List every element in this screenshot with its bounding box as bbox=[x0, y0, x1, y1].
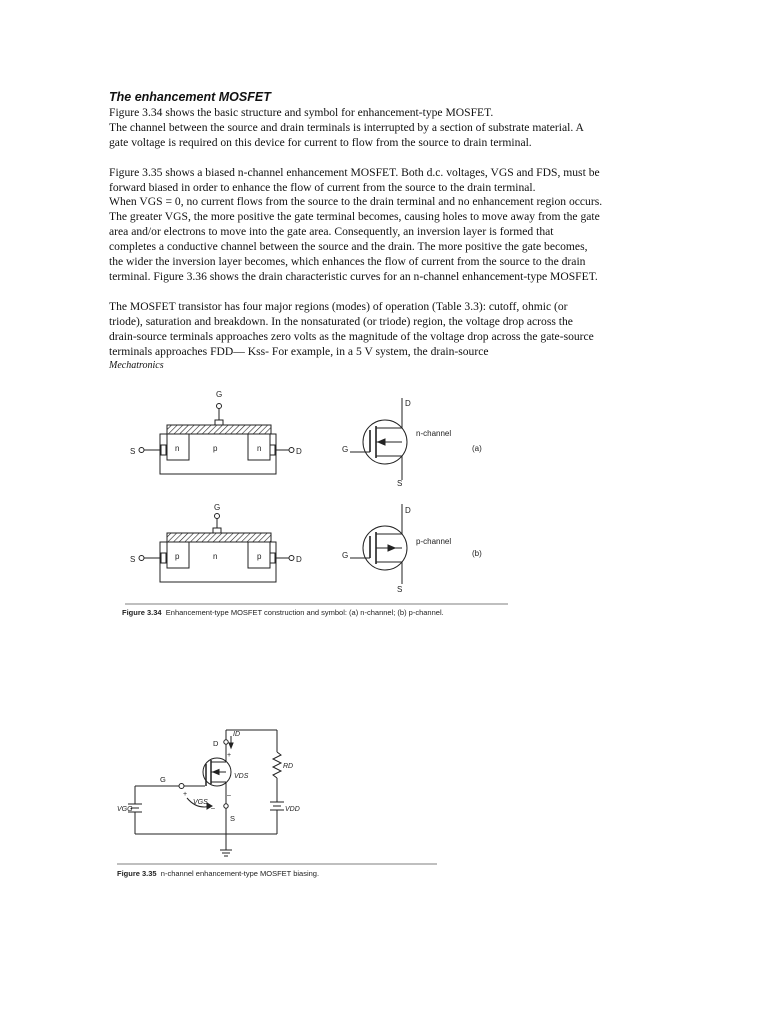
figure-3-34 bbox=[120, 380, 510, 612]
text-line: completes a conductive channel between the source and the drain. The more positive the gate becomes, bbox=[109, 240, 588, 253]
figure-3-34-caption bbox=[122, 608, 444, 617]
drain-label: D bbox=[296, 555, 302, 564]
text-line: terminals approaches FDD— Kss- For example, in a 5 V system, the drain-source bbox=[109, 345, 489, 358]
text-line: the wider the inversion layer becomes, which enhances the flow of current from the source to the drain bbox=[109, 255, 586, 268]
gate-label: G bbox=[216, 390, 223, 399]
substrate-label: n bbox=[213, 552, 218, 561]
source-region-label: n bbox=[175, 444, 180, 453]
source-label: S bbox=[397, 479, 403, 488]
gate-label: G bbox=[214, 503, 221, 512]
gate-label: G bbox=[160, 775, 166, 784]
vdd-label: VDD bbox=[285, 806, 300, 813]
vgs-label: VGS bbox=[193, 799, 208, 806]
drain-label: D bbox=[405, 399, 411, 408]
text-line: The channel between the source and drain terminals is interrupted by a section of substrate material. A bbox=[109, 121, 584, 134]
gate-label: G bbox=[342, 445, 349, 454]
source-region-label: p bbox=[175, 552, 180, 561]
gate-label: G bbox=[342, 551, 349, 560]
subfigure-tag: (b) bbox=[472, 549, 482, 558]
drain-region-label: n bbox=[257, 444, 262, 453]
pmos-symbol bbox=[342, 504, 482, 594]
pmos-structure bbox=[130, 503, 302, 582]
minus-sign: – bbox=[211, 805, 215, 812]
caption-label: Figure 3.35 bbox=[117, 869, 157, 878]
figure-3-35-caption bbox=[117, 869, 319, 878]
source-label: S bbox=[130, 447, 136, 456]
nmos-symbol bbox=[342, 398, 482, 488]
caption-text: Enhancement-type MOSFET construction and symbol: (a) n-channel; (b) p-channel. bbox=[165, 608, 444, 617]
drain-label: D bbox=[213, 739, 219, 748]
caption-label: Figure 3.34 bbox=[122, 608, 162, 617]
text-line: triode), saturation and breakdown. In the nonsaturated (or triode) region, the voltage drop across the bbox=[109, 315, 573, 328]
vds-label: VDS bbox=[234, 773, 249, 780]
text-line: forward biased in order to enhance the flow of current from the source to the drain terminal. bbox=[109, 181, 536, 194]
channel-type-label: n-channel bbox=[416, 429, 452, 438]
text-line: Figure 3.35 shows a biased n-channel enhancement MOSFET. Both d.c. voltages, VGS and FDS, must be bbox=[109, 166, 600, 179]
channel-type-label: p-channel bbox=[416, 537, 452, 546]
text-line: terminal. Figure 3.36 shows the drain characteristic curves for an n-channel enhancement-type MOSFET. bbox=[109, 270, 598, 283]
figure-3-34-drawing bbox=[120, 380, 510, 612]
plus-sign: + bbox=[227, 752, 232, 759]
text-line: drain-source terminals approaches zero volts as the magnitude of the voltage drop across the gate-source bbox=[109, 330, 594, 343]
text-line: Figure 3.34 shows the basic structure and symbol for enhancement-type MOSFET. bbox=[109, 106, 494, 119]
source-label: S bbox=[230, 814, 236, 823]
text-line: area and/or electrons to move into the gate area. Consequently, an inversion layer is formed that bbox=[109, 225, 554, 238]
plus-sign: + bbox=[183, 791, 188, 798]
drain-resistor-label: RD bbox=[283, 763, 294, 770]
source-label: S bbox=[397, 585, 403, 594]
figure-3-35-drawing bbox=[115, 724, 445, 869]
drain-region-label: p bbox=[257, 552, 262, 561]
drain-current-label: ID bbox=[233, 731, 240, 738]
caption-text: n-channel enhancement-type MOSFET biasing. bbox=[160, 869, 320, 878]
drain-label: D bbox=[405, 506, 411, 515]
section-title: The enhancement MOSFET bbox=[109, 90, 271, 104]
text-line: gate voltage is required on this device for current to flow from the source to drain terminal. bbox=[109, 136, 532, 149]
figure-3-35 bbox=[115, 724, 445, 869]
substrate-label: p bbox=[213, 444, 218, 453]
subfigure-tag: (a) bbox=[472, 444, 482, 453]
text-line: The MOSFET transistor has four major regions (modes) of operation (Table 3.3): cutoff, ohmic (or bbox=[109, 300, 568, 313]
vgg-label: VGG bbox=[117, 806, 133, 813]
drain-label: D bbox=[296, 447, 302, 456]
text-line: When VGS = 0, no current flows from the source to the drain terminal and no enhancement region occurs. bbox=[109, 195, 603, 208]
running-header: Mechatronics bbox=[109, 360, 164, 371]
nmos-structure bbox=[130, 390, 302, 474]
minus-sign: – bbox=[227, 792, 231, 799]
text-line: The greater VGS, the more positive the gate terminal becomes, causing holes to move away from the gate bbox=[109, 210, 600, 223]
source-label: S bbox=[130, 555, 136, 564]
